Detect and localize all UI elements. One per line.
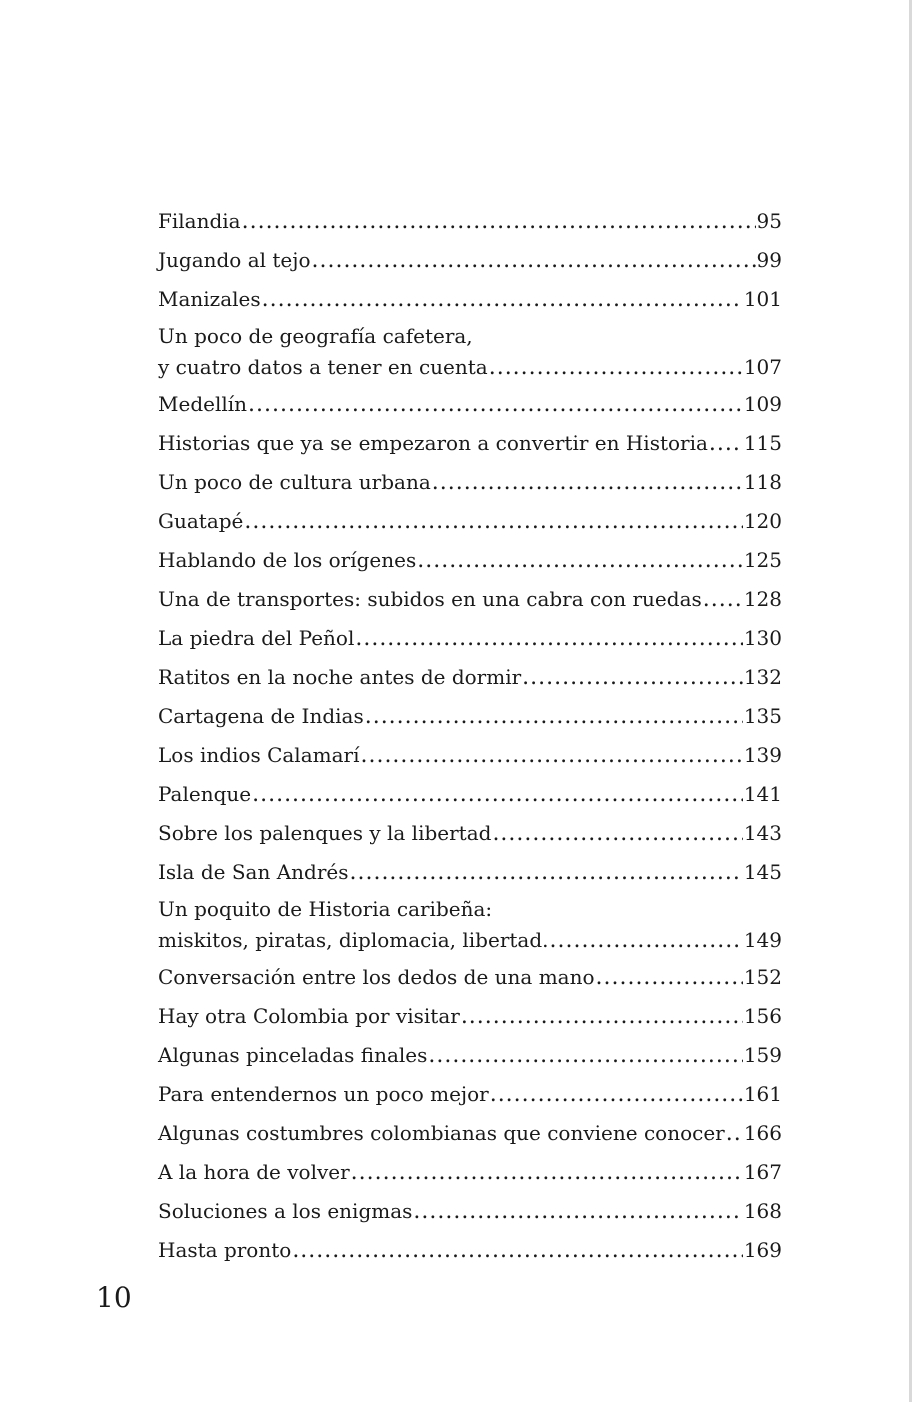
toc-entry [158, 202, 782, 241]
toc-entry-row [158, 775, 782, 814]
dot-leader [490, 1075, 743, 1114]
toc-entry [158, 658, 782, 697]
toc-entry-page: 128 [743, 587, 782, 611]
toc-entry-page: 120 [743, 509, 782, 533]
toc-entry-page: 118 [743, 470, 782, 494]
toc-entry-page: 109 [743, 392, 782, 416]
toc-entry-page: 95 [756, 209, 782, 233]
toc-entry-title-first-line: Un poco de geografía cafetera, [158, 324, 473, 348]
toc-entry-title: Isla de San Andrés [158, 860, 349, 884]
toc-entry-page: 168 [743, 1199, 782, 1223]
toc-entry-row [158, 958, 782, 997]
dot-leader [432, 463, 743, 502]
toc-entry-title: Sobre los palenques y la libertad [158, 821, 492, 845]
dot-leader [248, 385, 743, 424]
toc-entry [158, 1036, 782, 1075]
dot-leader [292, 1231, 743, 1270]
toc-entry-page: 159 [743, 1043, 782, 1067]
toc-entry-page: 99 [756, 248, 782, 272]
toc-entry [158, 1153, 782, 1192]
dot-leader [312, 241, 756, 280]
toc-entry-page: 143 [743, 821, 782, 845]
toc-entry [158, 775, 782, 814]
toc-entry [158, 997, 782, 1036]
toc-entry-title: Para entendernos un poco mejor [158, 1082, 489, 1106]
toc-entry-row [158, 1036, 782, 1075]
toc-entry [158, 280, 782, 319]
dot-leader [350, 853, 743, 892]
toc-entry-page: 132 [743, 665, 782, 689]
dot-leader [726, 1114, 743, 1153]
toc-entry-row [158, 385, 782, 424]
dot-leader [522, 658, 743, 697]
toc-entry-page: 115 [743, 431, 782, 455]
toc-entry-title: Algunas pinceladas finales [158, 1043, 428, 1067]
toc-entry-row [158, 814, 782, 853]
toc-entry-title: Jugando al tejo [158, 248, 311, 272]
toc-entry-row [158, 1153, 782, 1192]
toc-entry-page: 101 [743, 287, 782, 311]
toc-entry-row [158, 619, 782, 658]
toc-entry [158, 424, 782, 463]
toc-entry-row [158, 424, 782, 463]
toc-entry-row [158, 1192, 782, 1231]
toc-entry-page: 167 [743, 1160, 782, 1184]
toc-entry-title: Guatapé [158, 509, 244, 533]
toc-entry-title: miskitos, piratas, diplomacia, libertad. [158, 928, 549, 952]
toc-entry-row [158, 241, 782, 280]
toc-entry-title: Una de transportes: subidos en una cabra con ruedas [158, 587, 702, 611]
toc-entry-row [158, 202, 782, 241]
toc-entry-row [158, 997, 782, 1036]
toc-entry-title: A la hora de volver [158, 1160, 350, 1184]
toc-entry-row [158, 463, 782, 502]
toc-entry-row [158, 697, 782, 736]
toc-entry-title: y cuatro datos a tener en cuenta [158, 355, 488, 379]
toc-entry [158, 814, 782, 853]
toc-entry [158, 385, 782, 424]
toc-entry-row [158, 580, 782, 619]
toc-entry-title: Cartagena de Indias [158, 704, 364, 728]
dot-leader [489, 351, 743, 385]
dot-leader [262, 280, 743, 319]
dot-leader [428, 1036, 742, 1075]
toc-entry-title: Soluciones a los enigmas [158, 1199, 413, 1223]
dot-leader [417, 541, 743, 580]
toc-entry [158, 463, 782, 502]
dot-leader [365, 697, 743, 736]
dot-leader [550, 924, 743, 958]
toc-entry-row [158, 923, 782, 958]
dot-leader [360, 736, 742, 775]
dot-leader [492, 814, 742, 853]
toc-entry [158, 580, 782, 619]
page-number: 10 [96, 1281, 132, 1314]
toc-entry-page: 135 [743, 704, 782, 728]
toc-entry [158, 853, 782, 892]
toc-entry [158, 896, 782, 958]
toc-entry-title: Filandia [158, 209, 241, 233]
toc-entry-row [158, 658, 782, 697]
dot-leader [355, 619, 742, 658]
toc-entry-page: 169 [743, 1238, 782, 1262]
toc-entry-title: Conversación entre los dedos de una mano [158, 965, 595, 989]
toc-entry [158, 619, 782, 658]
dot-leader [709, 424, 743, 463]
toc-entry-row [158, 1231, 782, 1270]
dot-leader [413, 1192, 742, 1231]
toc-entry-title: La piedra del Peñol [158, 626, 355, 650]
toc-entry-page: 156 [743, 1004, 782, 1028]
toc-entry-page: 141 [743, 782, 782, 806]
table-of-contents [158, 202, 782, 1270]
toc-entry [158, 697, 782, 736]
toc-entry-page: 166 [743, 1121, 782, 1145]
toc-entry-title: Manizales [158, 287, 261, 311]
toc-entry-row [158, 541, 782, 580]
toc-entry-title: Hablando de los orígenes [158, 548, 417, 572]
toc-entry [158, 1075, 782, 1114]
dot-leader [252, 775, 743, 814]
toc-entry [158, 1231, 782, 1270]
toc-entry-row [158, 280, 782, 319]
toc-entry-title: Palenque [158, 782, 252, 806]
toc-entry-title-first-line: Un poquito de Historia caribeña: [158, 897, 493, 921]
toc-entry [158, 958, 782, 997]
toc-entry [158, 541, 782, 580]
toc-entry [158, 502, 782, 541]
toc-entry-title: Los indios Calamarí [158, 743, 360, 767]
toc-entry-title: Hay otra Colombia por visitar [158, 1004, 460, 1028]
toc-entry-title: Un poco de cultura urbana [158, 470, 431, 494]
toc-entry-title: Historias que ya se empezaron a convertir en Historia [158, 431, 708, 455]
dot-leader [244, 502, 742, 541]
toc-entry [158, 241, 782, 280]
toc-entry-title: Medellín [158, 392, 248, 416]
toc-entry-page: 125 [743, 548, 782, 572]
toc-entry [158, 1192, 782, 1231]
toc-entry-row [158, 502, 782, 541]
toc-entry-page: 130 [743, 626, 782, 650]
toc-entry-row [158, 736, 782, 775]
toc-entry-page: 149 [743, 928, 782, 952]
toc-entry-page: 139 [743, 743, 782, 767]
toc-entry [158, 323, 782, 385]
toc-entry [158, 1114, 782, 1153]
toc-entry [158, 736, 782, 775]
toc-entry-page: 152 [743, 965, 782, 989]
toc-entry-row [158, 1075, 782, 1114]
toc-entry-page: 107 [743, 355, 782, 379]
toc-entry-page: 145 [743, 860, 782, 884]
toc-entry-page: 161 [743, 1082, 782, 1106]
dot-leader [242, 202, 756, 241]
toc-entry-row [158, 1114, 782, 1153]
toc-entry-row [158, 853, 782, 892]
toc-entry-title: Algunas costumbres colombianas que conviene conocer [158, 1121, 725, 1145]
dot-leader [461, 997, 743, 1036]
dot-leader [703, 580, 743, 619]
toc-entry-title: Hasta pronto [158, 1238, 292, 1262]
dot-leader [596, 958, 743, 997]
dot-leader [351, 1153, 743, 1192]
toc-entry-title: Ratitos en la noche antes de dormir [158, 665, 522, 689]
toc-entry-row [158, 350, 782, 385]
